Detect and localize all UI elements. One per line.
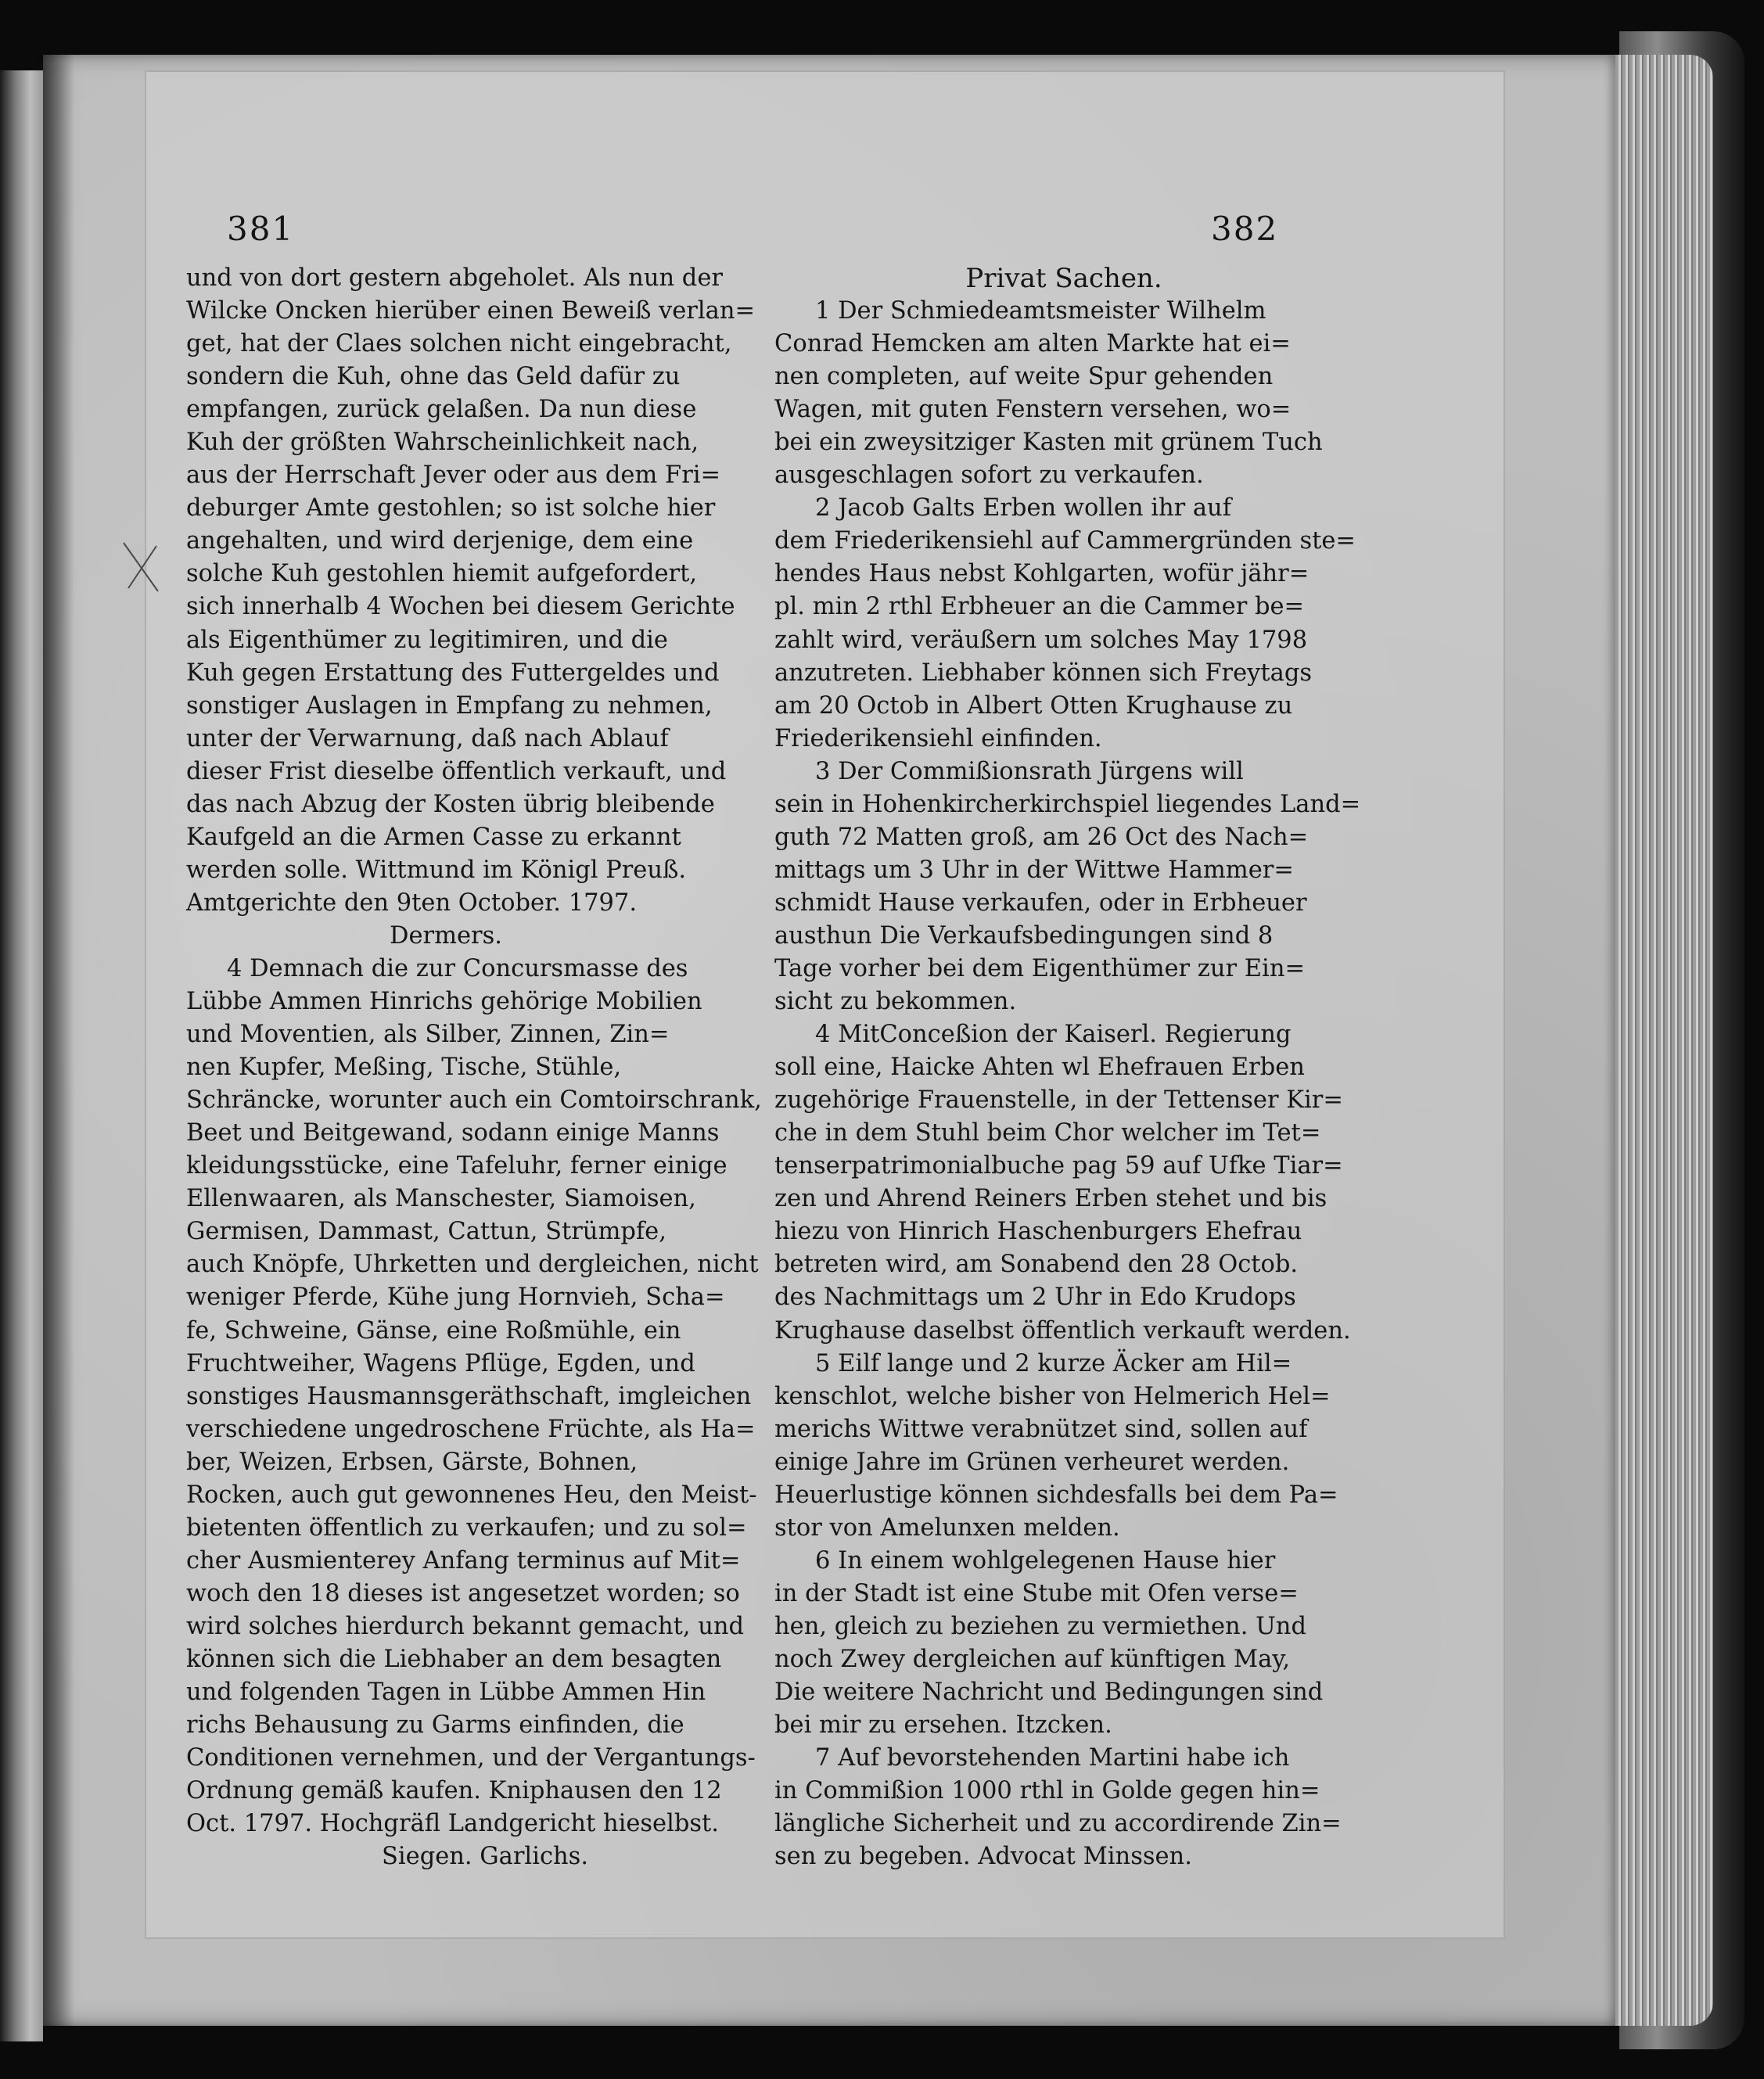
text-line: sonstiges Hausmannsgeräthschaft, imgleichen (186, 1382, 752, 1410)
spine-shadow (43, 55, 74, 2026)
text-line: Beet und Beitgewand, sodann einige Manns (186, 1119, 720, 1147)
text-line: angehalten, und wird derjenige, dem eine (186, 527, 694, 555)
text-line: soll eine, Haicke Ahten wl Ehefrauen Erben (774, 1054, 1305, 1082)
text-line: ausgeschlagen sofort zu verkaufen. (774, 461, 1204, 490)
text-line: deburger Amte gestohlen; so ist solche hier (186, 494, 716, 522)
text-line: 2 Jacob Galts Erben wollen ihr auf (815, 494, 1231, 522)
text-line: Fruchtweiher, Wagens Pflüge, Egden, und (186, 1349, 695, 1377)
page-number-right: 382 (1211, 210, 1279, 248)
text-line: merichs Wittwe verabnützet sind, sollen auf (774, 1415, 1308, 1443)
text-line: zen und Ahrend Reiners Erben stehet und bis (774, 1185, 1327, 1213)
text-line: Amtgerichte den 9ten October. 1797. (186, 889, 638, 917)
text-line: sich innerhalb 4 Wochen bei diesem Gerichte (186, 593, 735, 621)
text-line: Kuh gegen Erstattung des Futtergeldes und (186, 659, 720, 687)
text-line: aus der Herrschaft Jever oder aus dem Fri= (186, 461, 721, 490)
text-line: solche Kuh gestohlen hiemit aufgefordert, (186, 560, 698, 588)
text-line: Kaufgeld an die Armen Casse zu erkannt (186, 823, 681, 851)
pencil-x-mark (117, 540, 164, 594)
page-number-left: 381 (227, 210, 295, 248)
text-line: 5 Eilf lange und 2 kurze Äcker am Hil= (815, 1349, 1292, 1377)
text-line: längliche Sicherheit und zu accordirende Zin= (774, 1810, 1342, 1838)
text-line: in der Stadt ist eine Stube mit Ofen verse= (774, 1579, 1299, 1607)
text-line: che in dem Stuhl beim Chor welcher im Tet= (774, 1119, 1321, 1147)
text-line: bei mir zu ersehen. Itzcken. (774, 1711, 1112, 1740)
signature-siegen-garlichs: Siegen. Garlichs. (382, 1843, 589, 1871)
text-line: weniger Pferde, Kühe jung Hornvieh, Scha= (186, 1284, 725, 1312)
text-line: das nach Abzug der Kosten übrig bleibende (186, 790, 715, 818)
text-line: sondern die Kuh, ohne das Geld dafür zu (186, 363, 681, 391)
left-page-edge (0, 70, 43, 2041)
text-line: 7 Auf bevorstehenden Martini habe ich (815, 1744, 1290, 1772)
text-line: Wagen, mit guten Fenstern versehen, wo= (774, 396, 1292, 424)
text-line: einige Jahre im Grünen verheuret werden. (774, 1448, 1290, 1476)
text-line: guth 72 Matten groß, am 26 Oct des Nach= (774, 823, 1309, 851)
text-line: verschiedene ungedroschene Früchte, als Ha= (186, 1415, 756, 1443)
text-line: 1 Der Schmiedeamtsmeister Wilhelm (815, 297, 1266, 325)
text-line: pl. min 2 rthl Erbheuer an die Cammer be= (774, 593, 1305, 621)
text-line: und Moventien, als Silber, Zinnen, Zin= (186, 1021, 670, 1049)
text-line: unter der Verwarnung, daß nach Ablauf (186, 724, 669, 752)
text-line: Tage vorher bei dem Eigenthümer zur Ein= (774, 954, 1306, 982)
text-line: noch Zwey dergleichen auf künftigen May, (774, 1645, 1291, 1673)
text-line: sicht zu bekommen. (774, 988, 1017, 1016)
text-line: 4 MitConceßion der Kaiserl. Regierung (815, 1021, 1292, 1049)
text-line: Rocken, auch gut gewonnenes Heu, den Meist- (186, 1481, 757, 1509)
text-line: Oct. 1797. Hochgräfl Landgericht hieselbst. (186, 1810, 719, 1838)
text-line: kenschlot, welche bisher von Helmerich Hel= (774, 1382, 1331, 1410)
text-line: Die weitere Nachricht und Bedingungen sind (774, 1679, 1324, 1707)
text-line: hendes Haus nebst Kohlgarten, wofür jähr= (774, 560, 1310, 588)
text-line: stor von Amelunxen melden. (774, 1513, 1120, 1542)
text-line: austhun Die Verkaufsbedingungen sind 8 (774, 921, 1274, 950)
text-line: des Nachmittags um 2 Uhr in Edo Krudops (774, 1284, 1296, 1312)
text-line: sen zu begeben. Advocat Minssen. (774, 1843, 1192, 1871)
text-line: get, hat der Claes solchen nicht eingebracht, (186, 330, 732, 358)
text-line: hen, gleich zu beziehen zu vermiethen. Und (774, 1612, 1306, 1640)
text-line: werden solle. Wittmund im Königl Preuß. (186, 856, 687, 884)
text-line: woch den 18 dieses ist angesetzet worden; so (186, 1579, 740, 1607)
text-line: empfangen, zurück gelaßen. Da nun diese (186, 396, 697, 424)
text-line: Ordnung gemäß kaufen. Kniphausen den 12 (186, 1777, 722, 1805)
text-line: anzutreten. Liebhaber können sich Freytags (774, 659, 1313, 687)
text-line: Schräncke, worunter auch ein Comtoirschrank, (186, 1086, 762, 1115)
section-heading: Privat Sachen. (965, 263, 1162, 294)
text-line: Wilcke Oncken hierüber einen Beweiß verlan= (186, 297, 756, 325)
text-line: sein in Hohenkircherkirchspiel liegendes Land= (774, 790, 1361, 818)
text-line: Friederikensiehl einfinden. (774, 724, 1102, 752)
text-line: bei ein zweysitziger Kasten mit grünem Tuch (774, 429, 1323, 457)
text-line: betreten wird, am Sonabend den 28 Octob. (774, 1251, 1299, 1279)
text-line: zahlt wird, veräußern um solches May 1798 (774, 626, 1308, 654)
text-line: bietenten öffentlich zu verkaufen; und zu sol= (186, 1513, 747, 1542)
text-line: nen Kupfer, Meßing, Tische, Stühle, (186, 1054, 622, 1082)
text-line: Conditionen vernehmen, und der Vergantungs- (186, 1744, 756, 1772)
text-line: Conrad Hemcken am alten Markte hat ei= (774, 330, 1291, 358)
text-line: 4 Demnach die zur Concursmasse des (227, 954, 688, 982)
text-line: wird solches hierdurch bekannt gemacht, und (186, 1612, 745, 1640)
text-line: hiezu von Hinrich Haschenburgers Ehefrau (774, 1218, 1302, 1246)
text-line: und von dort gestern abgeholet. Als nun der (186, 264, 723, 292)
text-line: am 20 Octob in Albert Otten Krughause zu (774, 691, 1293, 720)
text-line: cher Ausmienterey Anfang terminus auf Mit= (186, 1546, 741, 1575)
text-line: sonstiger Auslagen in Empfang zu nehmen, (186, 691, 713, 720)
text-line: ber, Weizen, Erbsen, Gärste, Bohnen, (186, 1448, 638, 1476)
text-line: kleidungsstücke, eine Tafeluhr, ferner einige (186, 1152, 728, 1180)
text-line: als Eigenthümer zu legitimiren, und die (186, 626, 668, 654)
text-line: 6 In einem wohlgelegenen Hause hier (815, 1546, 1276, 1575)
text-line: auch Knöpfe, Uhrketten und dergleichen, nicht (186, 1251, 759, 1279)
text-line: nen completen, auf weite Spur gehenden (774, 363, 1274, 391)
text-line: fe, Schweine, Gänse, eine Roßmühle, ein (186, 1316, 681, 1345)
text-line: Kuh der größten Wahrscheinlichkeit nach, (186, 429, 699, 457)
signature-dermers: Dermers. (390, 921, 502, 950)
text-line: Ellenwaaren, als Manschester, Siamoisen, (186, 1185, 696, 1213)
text-line: 3 Der Commißionsrath Jürgens will (815, 757, 1244, 785)
text-line: dieser Frist dieselbe öffentlich verkauft, und (186, 757, 727, 785)
left-column (186, 262, 769, 1873)
text-line: Germisen, Dammast, Cattun, Strümpfe, (186, 1218, 666, 1246)
text-line: richs Behausung zu Garms einfinden, die (186, 1711, 684, 1740)
text-line: in Commißion 1000 rthl in Golde gegen hin= (774, 1777, 1320, 1805)
text-line: dem Friederikensiehl auf Cammergründen ste= (774, 527, 1356, 555)
text-line: zugehörige Frauenstelle, in der Tettenser Kir= (774, 1086, 1343, 1115)
text-line: können sich die Liebhaber an dem besagten (186, 1645, 722, 1673)
text-line: und folgenden Tagen in Lübbe Ammen Hin (186, 1679, 706, 1707)
right-column (774, 262, 1361, 1873)
text-line: Lübbe Ammen Hinrichs gehörige Mobilien (186, 988, 702, 1016)
text-line: schmidt Hause verkaufen, oder in Erbheuer (774, 889, 1307, 917)
text-line: Krughause daselbst öffentlich verkauft werden. (774, 1316, 1351, 1345)
text-line: tenserpatrimonialbuche pag 59 auf Ufke Tiar= (774, 1152, 1343, 1180)
text-line: mittags um 3 Uhr in der Wittwe Hammer= (774, 856, 1294, 884)
text-line: Heuerlustige können sichdesfalls bei dem Pa= (774, 1481, 1338, 1509)
